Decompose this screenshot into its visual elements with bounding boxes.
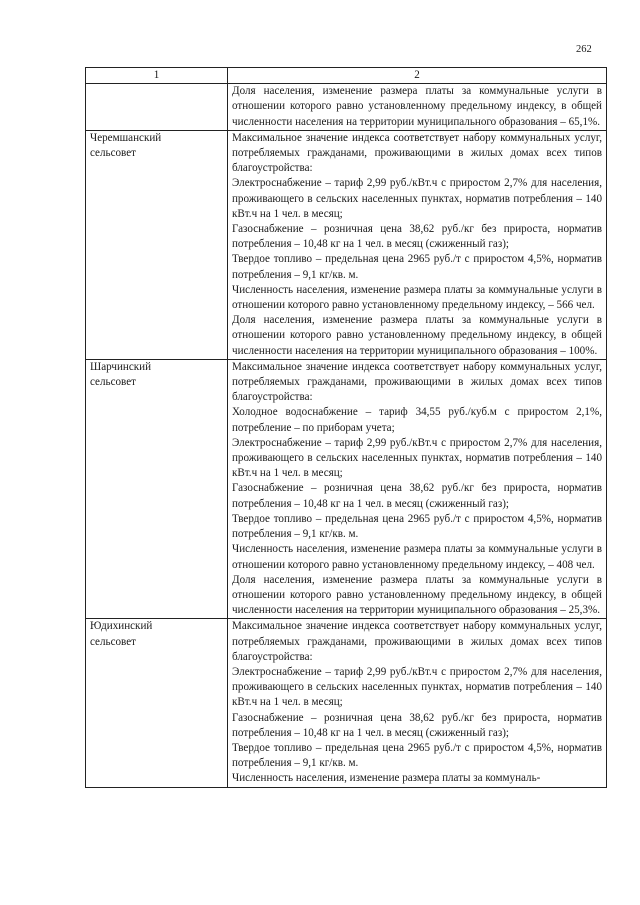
description-paragraph: Твердое топливо – предельная цена 2965 руб./т с приростом 4,5%, норматив потребления – 9,1 кг/кв. м. — [232, 741, 602, 770]
description-paragraph: Газоснабжение – розничная цена 38,62 руб./кг без прироста, норматив потребления – 10,48 кг на 1 чел. в месяц (сжиженный газ); — [232, 482, 602, 510]
tariff-table — [85, 67, 607, 788]
municipality-name-line: сельсовет — [90, 376, 136, 389]
table-row — [86, 359, 607, 618]
description-paragraph: Доля населения, изменение размера платы за коммунальные услуги в отношении которого равно установленному предельному индексу, в общей численности населения на территории муниципального образования – 65,1%. — [232, 85, 602, 128]
municipality-name-line: сельсовет — [90, 147, 136, 160]
description-paragraph: Холодное водоснабжение – тариф 34,55 руб./куб.м с приростом 2,1%, потребление – по приборам учета; — [232, 406, 602, 434]
description-paragraph: Электроснабжение – тариф 2,99 руб./кВт.ч с приростом 2,7% для населения, проживающего в сельских населенных пунктах, норматив потребления – 140 кВт.ч на 1 чел. в месяц; — [232, 665, 602, 709]
description-cell — [228, 84, 607, 131]
description-paragraph: Газоснабжение – розничная цена 38,62 руб./кг без прироста, норматив потребления – 10,48 кг на 1 чел. в месяц (сжиженный газ); — [232, 223, 602, 251]
municipality-name-cell — [86, 619, 228, 787]
description-paragraph: Твердое топливо – предельная цена 2965 руб./т с приростом 4,5%, норматив потребления – 9,1 кг/кв. м. — [232, 253, 602, 281]
description-paragraph: Доля населения, изменение размера платы за коммунальные услуги в отношении которого равно установленному предельному индексу, в общей численности населения на территории муниципального образования – 100%. — [232, 314, 602, 357]
municipality-name-line: Черемшанский — [90, 131, 162, 144]
description-paragraph: Максимальное значение индекса соответствует набору коммунальных услуг, потребляемых гражданами, проживающими в жилых домах всех типов благоустройства: — [232, 360, 602, 404]
description-paragraph: Максимальное значение индекса соответствует набору коммунальных услуг, потребляемых гражданами, проживающими в жилых домах всех типов благоустройства: — [232, 620, 602, 663]
description-cell — [228, 619, 607, 787]
description-paragraph: Электроснабжение – тариф 2,99 руб./кВт.ч с приростом 2,7% для населения, проживающего в сельских населенных пунктах, норматив потребления – 140 кВт.ч на 1 чел. в месяц; — [232, 177, 602, 220]
table-row — [86, 130, 607, 359]
municipality-name-line: Юдихинский — [90, 620, 153, 633]
table-row — [86, 84, 607, 131]
description-paragraph: Доля населения, изменение размера платы за коммунальные услуги в отношении которого равно установленному предельному индексу, в общей численности населения на территории муниципального образования – 25,3%. — [232, 573, 602, 617]
column-header-2: 2 — [228, 68, 607, 84]
description-paragraph: Численность населения, изменение размера платы за коммуналь- — [232, 772, 541, 785]
description-cell — [228, 359, 607, 618]
description-paragraph: Численность населения, изменение размера платы за коммунальные услуги в отношении которого равно установленному предельному индексу, – 566 чел. — [232, 283, 602, 312]
municipality-name-cell — [86, 84, 228, 131]
page-number: 262 — [576, 44, 592, 55]
description-paragraph: Газоснабжение – розничная цена 38,62 руб./кг без прироста, норматив потребления – 10,48 кг на 1 чел. в месяц (сжиженный газ); — [232, 711, 602, 739]
description-paragraph: Электроснабжение – тариф 2,99 руб./кВт.ч с приростом 2,7% для населения, проживающего в сельских населенных пунктах, норматив потребления – 140 кВт.ч на 1 чел. в месяц; — [232, 436, 602, 480]
description-paragraph: Твердое топливо – предельная цена 2965 руб./т с приростом 4,5%, норматив потребления – 9,1 кг/кв. м. — [232, 512, 602, 541]
municipality-name-cell — [86, 359, 228, 618]
description-paragraph: Максимальное значение индекса соответствует набору коммунальных услуг, потребляемых гражданами, проживающими в жилых домах всех типов благоустройства: — [232, 131, 602, 175]
table-header — [86, 68, 607, 84]
table-row — [86, 619, 607, 787]
municipality-name-cell — [86, 130, 228, 359]
municipality-name-line: Шарчинский — [90, 360, 152, 373]
description-cell — [228, 130, 607, 359]
table-body — [86, 84, 607, 787]
municipality-name-line: сельсовет — [90, 635, 136, 648]
description-paragraph: Численность населения, изменение размера платы за коммунальные услуги в отношении которого равно установленному предельному индексу, – 408 чел. — [232, 543, 602, 571]
column-header-1: 1 — [86, 68, 228, 84]
